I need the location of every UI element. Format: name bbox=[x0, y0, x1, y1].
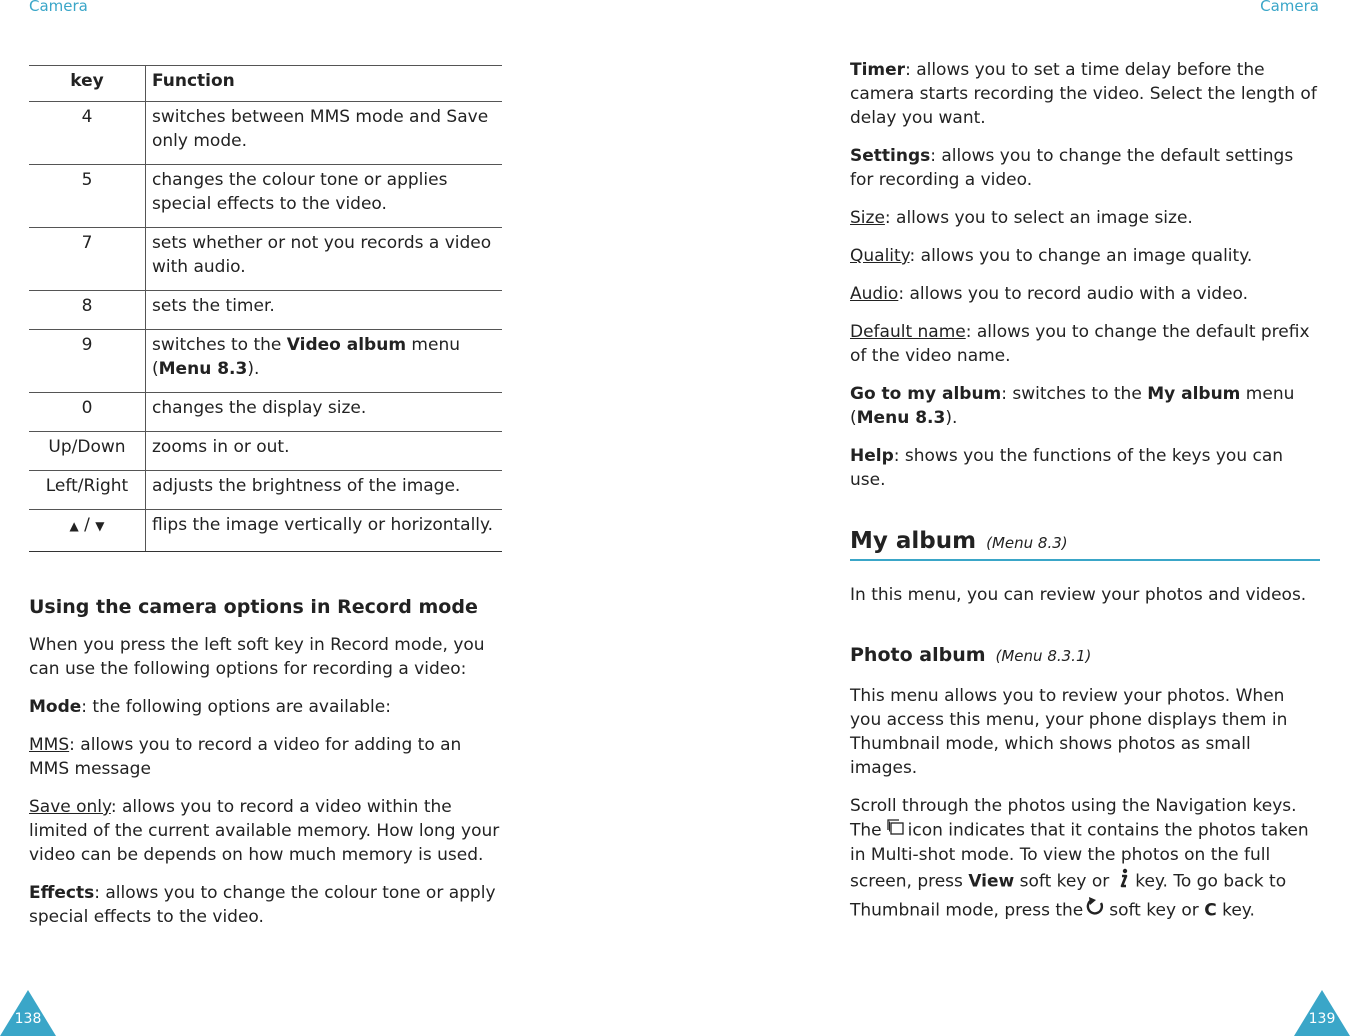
table-key-cell bbox=[29, 510, 146, 552]
mode-text: : the following options are available: bbox=[81, 697, 391, 717]
myalbum-paragraph: In this menu, you can review your photos and videos. bbox=[850, 585, 1307, 605]
text-span: soft key or bbox=[1014, 871, 1110, 892]
key-separator: / bbox=[78, 515, 96, 535]
help-label: Help bbox=[850, 446, 894, 466]
table-function-cell bbox=[146, 330, 503, 393]
table-key-cell: Left/Right bbox=[29, 471, 146, 510]
table-function-cell: switches between MMS mode and Save only mode. bbox=[146, 102, 503, 165]
c-key-label: C bbox=[1204, 900, 1217, 921]
table-row bbox=[29, 510, 502, 552]
audio-text: : allows you to record audio with a video. bbox=[898, 284, 1249, 304]
table-key-cell: Up/Down bbox=[29, 432, 146, 471]
settings-text: : allows you to change the default settings for recording a video. bbox=[850, 146, 1294, 190]
left-header: Camera bbox=[29, 0, 88, 15]
table-key-cell: 4 bbox=[29, 102, 146, 165]
down-triangle-icon: ▼ bbox=[95, 519, 105, 533]
settings-paragraph bbox=[850, 144, 1320, 192]
photoalbum-paragraph: This menu allows you to review your photos. When you access this menu, your phone displays them in Thumbnail mode, which shows photos as small images. bbox=[850, 686, 1288, 778]
right-body bbox=[850, 58, 1320, 939]
table-function-cell: changes the colour tone or applies special effects to the video. bbox=[146, 165, 503, 228]
text-span: switches to the bbox=[152, 335, 287, 355]
text-span: menu ( bbox=[152, 335, 461, 379]
right-header: Camera bbox=[1260, 0, 1319, 15]
table-row bbox=[29, 471, 502, 510]
mms-label: MMS bbox=[29, 735, 70, 755]
section-title: Using the camera options in Record mode bbox=[29, 596, 478, 618]
quality-label: Quality bbox=[850, 246, 910, 266]
table-header-row bbox=[29, 66, 502, 102]
text-span: ). bbox=[945, 408, 958, 428]
text-span: Scroll through the photos using the Navigation keys. The bbox=[850, 796, 1297, 841]
gotoalbum-paragraph bbox=[850, 382, 1320, 430]
table-header-function: Function bbox=[146, 66, 503, 102]
gotoalbum-label: Go to my album bbox=[850, 384, 1002, 404]
back-key-icon bbox=[1086, 896, 1106, 925]
myalbum-title: My album bbox=[850, 528, 977, 554]
myalbum-menu-ref: (Menu 8.3) bbox=[986, 534, 1068, 552]
table-row bbox=[29, 291, 502, 330]
text-span: ). bbox=[247, 359, 260, 379]
table-row bbox=[29, 393, 502, 432]
table-function-cell: sets the timer. bbox=[146, 291, 503, 330]
menu-ref: Menu 8.3 bbox=[158, 359, 248, 379]
settings-label: Settings bbox=[850, 146, 931, 166]
myalbum-heading bbox=[850, 526, 1320, 561]
table-row bbox=[29, 330, 502, 393]
effects-paragraph bbox=[29, 881, 504, 929]
saveonly-paragraph bbox=[29, 795, 504, 867]
intro-paragraph: When you press the left soft key in Record mode, you can use the following options for recording a video: bbox=[29, 635, 485, 679]
menu-ref: Menu 8.3 bbox=[856, 408, 946, 428]
table-key-cell: 9 bbox=[29, 330, 146, 393]
saveonly-text: : allows you to record a video within the limited of the current available memory. How long your video can be depends on how much memory is used. bbox=[29, 797, 500, 865]
audio-paragraph bbox=[850, 282, 1320, 306]
defname-text: : allows you to change the default prefix of the video name. bbox=[850, 322, 1310, 366]
table-key-cell: 8 bbox=[29, 291, 146, 330]
text-span: icon indicates that it contains the photos taken in Multi-shot mode. To view the photos on the full screen, press bbox=[850, 820, 1309, 892]
help-text: : shows you the functions of the keys you can use. bbox=[850, 446, 1284, 490]
multishot-icon bbox=[885, 818, 905, 843]
table-function-cell: sets whether or not you records a video with audio. bbox=[146, 228, 503, 291]
table-row bbox=[29, 432, 502, 471]
text-span: menu ( bbox=[850, 384, 1295, 428]
help-paragraph bbox=[850, 444, 1320, 492]
table-function-cell: changes the display size. bbox=[146, 393, 503, 432]
table-function-cell: zooms in or out. bbox=[146, 432, 503, 471]
key-function-table bbox=[29, 65, 502, 552]
defname-label: Default name bbox=[850, 322, 966, 342]
photoalbum-heading bbox=[850, 641, 1320, 670]
text-span: : switches to the bbox=[1001, 384, 1148, 404]
text-span: key. To go back to Thumbnail mode, press the bbox=[850, 871, 1287, 921]
photoalbum-menu-ref: (Menu 8.3.1) bbox=[995, 647, 1092, 665]
right-page bbox=[675, 0, 1350, 1036]
effects-label: Effects bbox=[29, 883, 95, 903]
photoalbum-title: Photo album bbox=[850, 644, 986, 666]
table-header-key: key bbox=[29, 66, 146, 102]
table-row bbox=[29, 102, 502, 165]
mms-text: : allows you to record a video for adding to an MMS message bbox=[29, 735, 462, 779]
table-function-cell: flips the image vertically or horizontally. bbox=[146, 510, 503, 552]
info-key-icon bbox=[1112, 867, 1132, 896]
size-paragraph bbox=[850, 206, 1320, 230]
quality-text: : allows you to change an image quality. bbox=[909, 246, 1253, 266]
scroll-paragraph bbox=[850, 794, 1320, 925]
timer-paragraph bbox=[850, 58, 1320, 130]
effects-text: : allows you to change the colour tone or apply special effects to the video. bbox=[29, 883, 496, 927]
saveonly-label: Save only bbox=[29, 797, 111, 817]
table-key-cell: 7 bbox=[29, 228, 146, 291]
mode-label: Mode bbox=[29, 697, 82, 717]
video-album-label: Video album bbox=[286, 335, 407, 355]
table-row bbox=[29, 165, 502, 228]
table-key-cell: 0 bbox=[29, 393, 146, 432]
audio-label: Audio bbox=[850, 284, 899, 304]
timer-label: Timer bbox=[850, 60, 906, 80]
page-number-badge-left bbox=[0, 990, 56, 1036]
text-span: key. bbox=[1216, 900, 1255, 921]
up-triangle-icon: ▲ bbox=[69, 519, 79, 533]
myalbum-ref: My album bbox=[1147, 384, 1241, 404]
mms-paragraph bbox=[29, 733, 504, 781]
table-function-cell: adjusts the brightness of the image. bbox=[146, 471, 503, 510]
quality-paragraph bbox=[850, 244, 1320, 268]
timer-text: : allows you to set a time delay before the camera starts recording the video. Select the length of delay you want. bbox=[850, 60, 1317, 128]
left-body bbox=[29, 593, 504, 943]
mode-paragraph bbox=[29, 695, 504, 719]
page-number: 139 bbox=[1308, 1011, 1336, 1027]
table-key-cell: 5 bbox=[29, 165, 146, 228]
page-number: 138 bbox=[14, 1011, 42, 1027]
defname-paragraph bbox=[850, 320, 1320, 368]
size-text: : allows you to select an image size. bbox=[884, 208, 1193, 228]
size-label: Size bbox=[850, 208, 885, 228]
view-key-label: View bbox=[968, 871, 1015, 892]
table-row bbox=[29, 228, 502, 291]
page-number-badge-right bbox=[1294, 990, 1350, 1036]
text-span: soft key or bbox=[1109, 900, 1205, 921]
